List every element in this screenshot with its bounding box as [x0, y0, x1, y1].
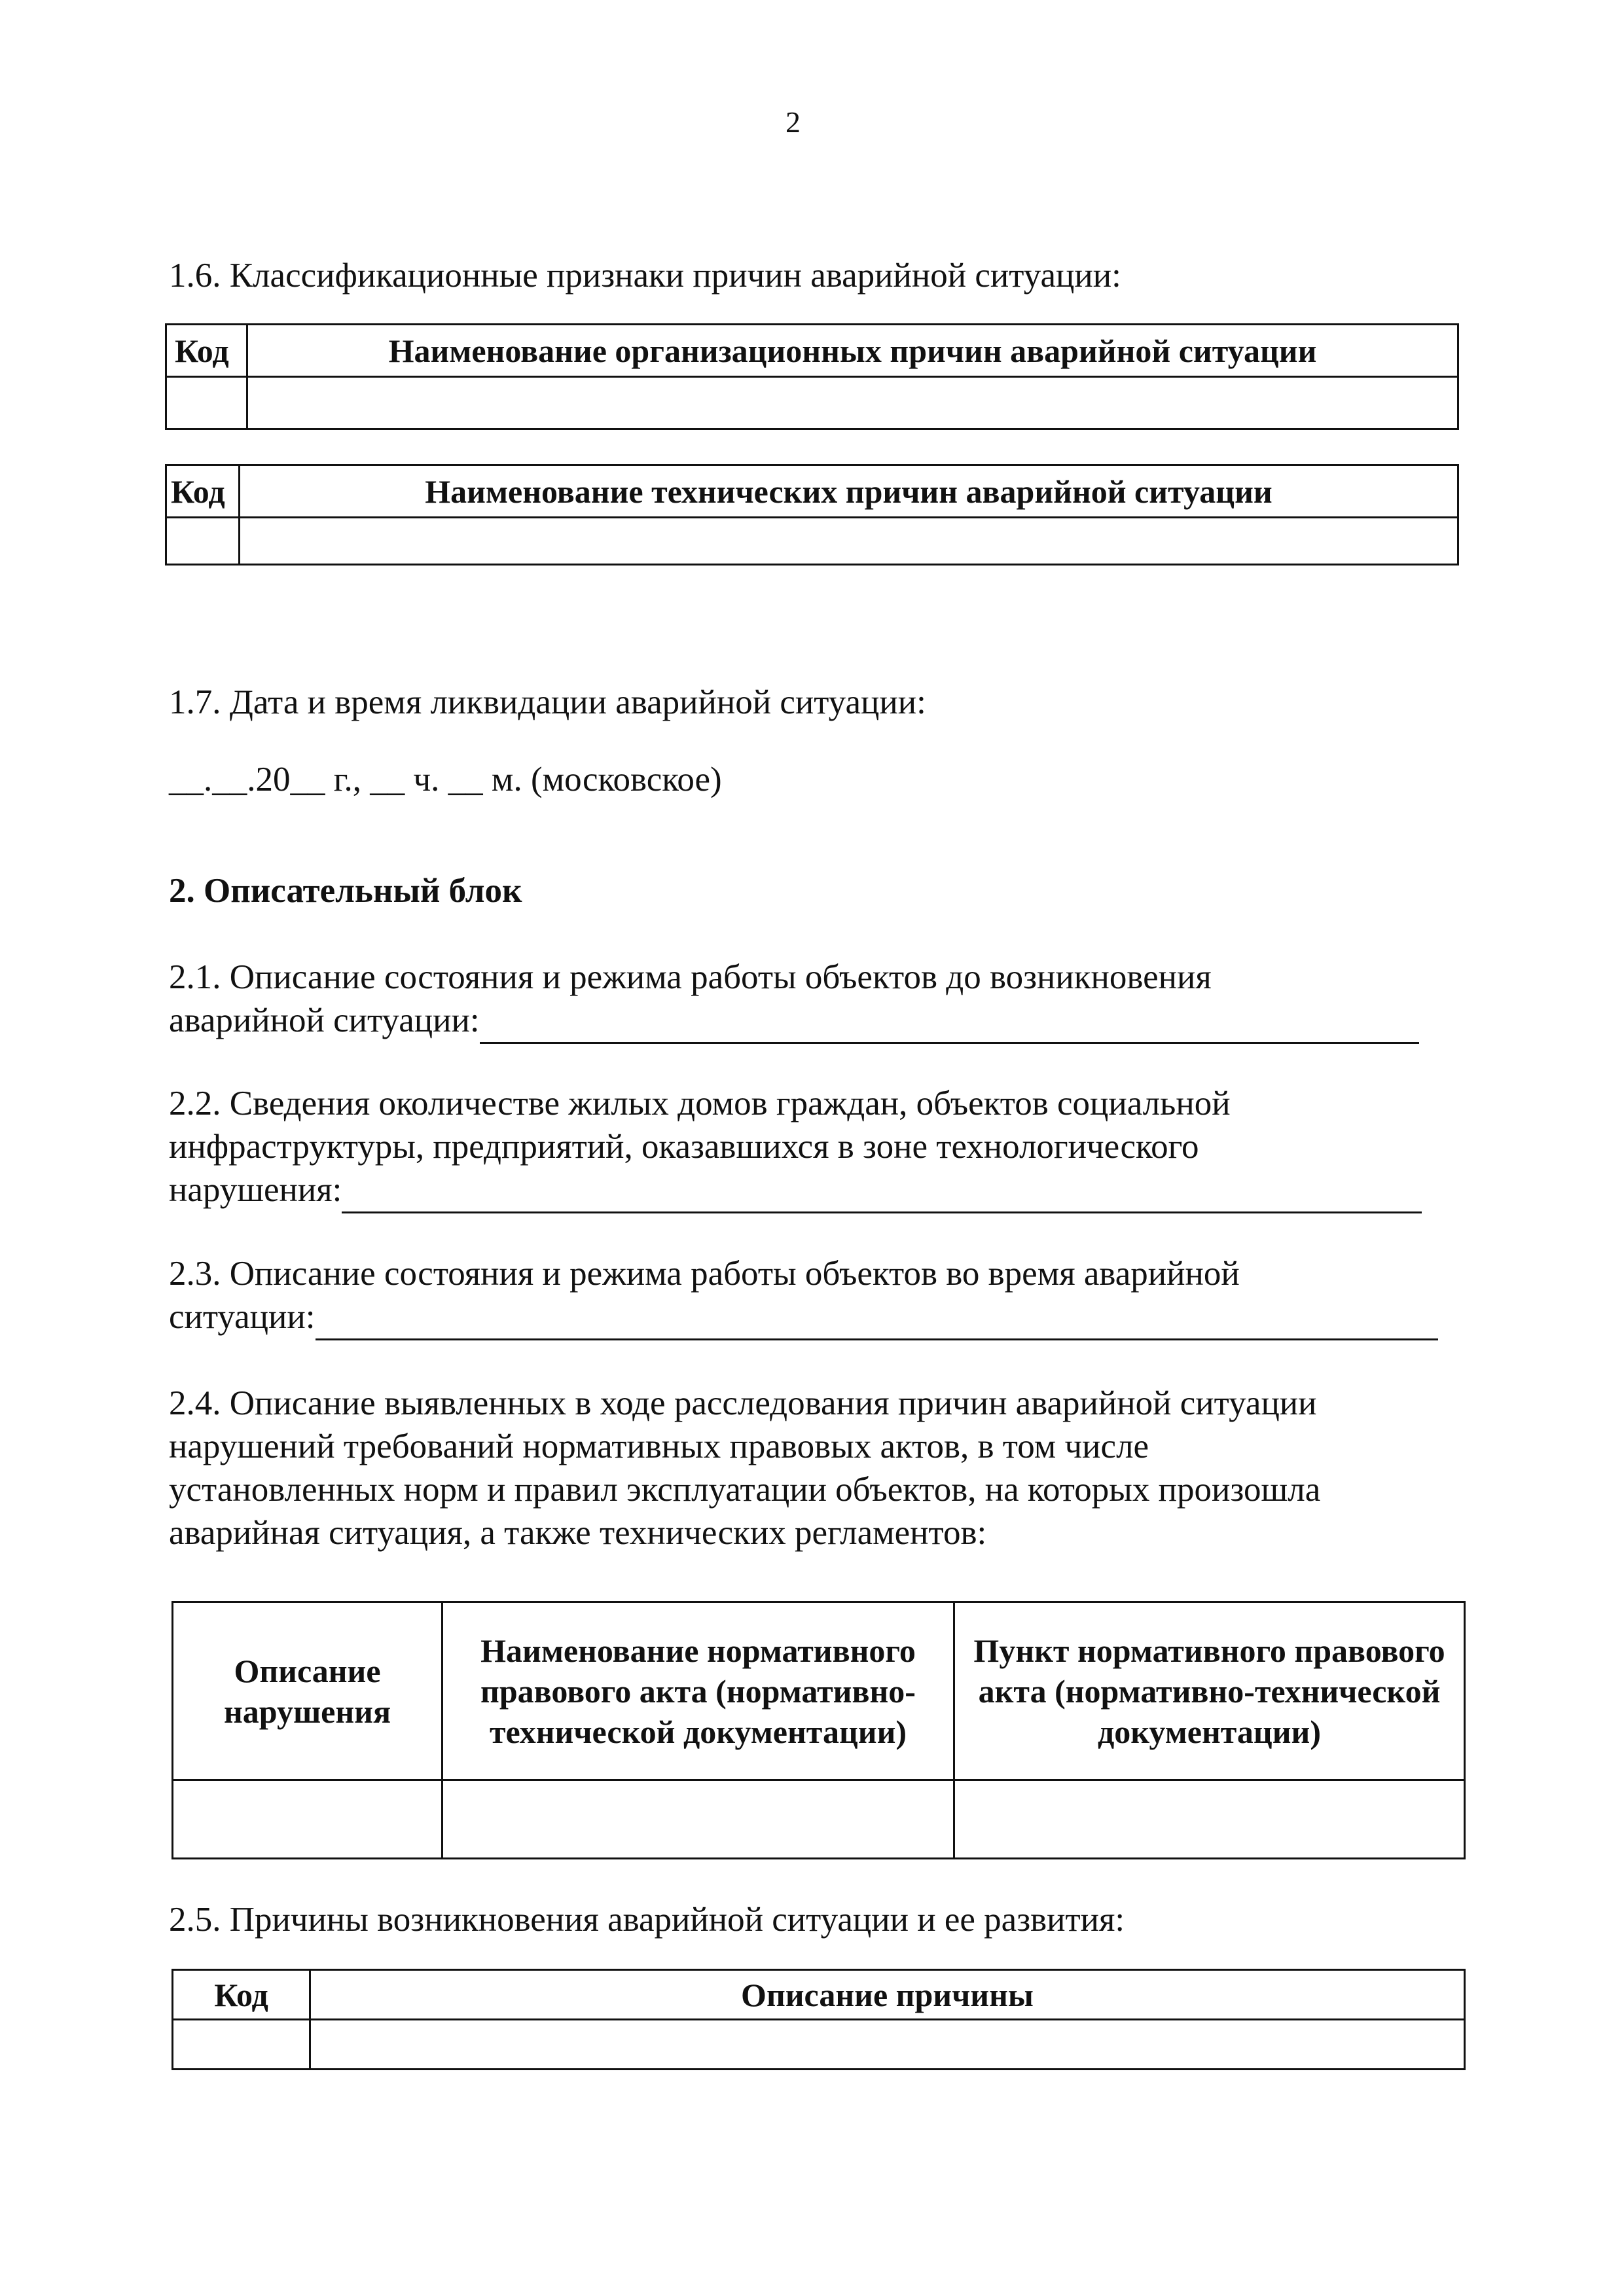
causes-description-cell[interactable]	[310, 2020, 1465, 2070]
p2-4-line3: установленных норм и правил эксплуатации объектов, на которых произошла	[169, 1471, 1321, 1509]
section-2-5-heading: 2.5. Причины возникновения аварийной ситуации и ее развития:	[169, 1901, 1125, 1939]
tech-name-header: Наименование технических причин аварийной ситуации	[240, 465, 1458, 518]
p2-2-line1: 2.2. Сведения околичестве жилых домов граждан, объектов социальной	[169, 1085, 1231, 1122]
tech-code-cell[interactable]	[166, 518, 240, 565]
normative-act-name-header: Наименование нормативного правового акта (нормативно-технической документации)	[442, 1602, 954, 1780]
p2-3-label: ситуации:	[169, 1298, 316, 1336]
p2-2-line3	[169, 1168, 1422, 1213]
normative-act-name-cell[interactable]	[442, 1780, 954, 1859]
p2-1-line1: 2.1. Описание состояния и режима работы объектов до возникновения	[169, 958, 1212, 996]
tech-causes-table	[165, 464, 1459, 565]
section-1-7-heading: 1.7. Дата и время ликвидации аварийной ситуации:	[169, 683, 926, 721]
causes-description-header: Описание причины	[310, 1970, 1465, 2020]
causes-code-cell[interactable]	[173, 2020, 310, 2070]
p2-2-label: нарушения:	[169, 1171, 342, 1209]
normative-act-clause-header: Пункт нормативного правового акта (нормативно-технической документации)	[954, 1602, 1465, 1780]
section-1-6-heading: 1.6. Классификационные признаки причин аварийной ситуации:	[169, 257, 1121, 295]
p2-3-line2	[169, 1295, 1438, 1340]
p2-1-label: аварийной ситуации:	[169, 1001, 480, 1039]
violation-description-cell[interactable]	[173, 1780, 442, 1859]
page-number: 2	[785, 105, 801, 139]
tech-name-cell[interactable]	[240, 518, 1458, 565]
p2-4-line1: 2.4. Описание выявленных в ходе расследования причин аварийной ситуации	[169, 1384, 1317, 1422]
violation-description-header: Описание нарушения	[173, 1602, 442, 1780]
org-causes-table	[165, 323, 1459, 430]
p2-1-line2	[169, 999, 1419, 1044]
p2-3-line1: 2.3. Описание состояния и режима работы объектов во время аварийной	[169, 1255, 1240, 1293]
p2-2-line2: инфраструктуры, предприятий, оказавшихся в зоне технологического	[169, 1128, 1199, 1166]
violations-table	[171, 1601, 1466, 1859]
p2-4-line2: нарушений требований нормативных правовых актов, в том числе	[169, 1427, 1149, 1465]
p2-1-fill-line[interactable]	[480, 999, 1419, 1044]
p2-4-line4: аварийная ситуация, а также технических регламентов:	[169, 1514, 987, 1552]
p2-2-fill-line[interactable]	[342, 1168, 1422, 1213]
p2-3-fill-line[interactable]	[316, 1295, 1438, 1340]
liquidation-datetime-template[interactable]: __.__.20__ г., __ ч. __ м. (московское)	[169, 761, 722, 798]
normative-act-clause-cell[interactable]	[954, 1780, 1465, 1859]
org-code-cell[interactable]	[166, 377, 247, 429]
org-name-header: Наименование организационных причин аварийной ситуации	[247, 325, 1458, 377]
org-code-header: Код	[166, 325, 247, 377]
section-2-heading: 2. Описательный блок	[169, 872, 522, 910]
causes-code-header: Код	[173, 1970, 310, 2020]
causes-table	[171, 1969, 1466, 2070]
org-name-cell[interactable]	[247, 377, 1458, 429]
tech-code-header: Код	[166, 465, 240, 518]
